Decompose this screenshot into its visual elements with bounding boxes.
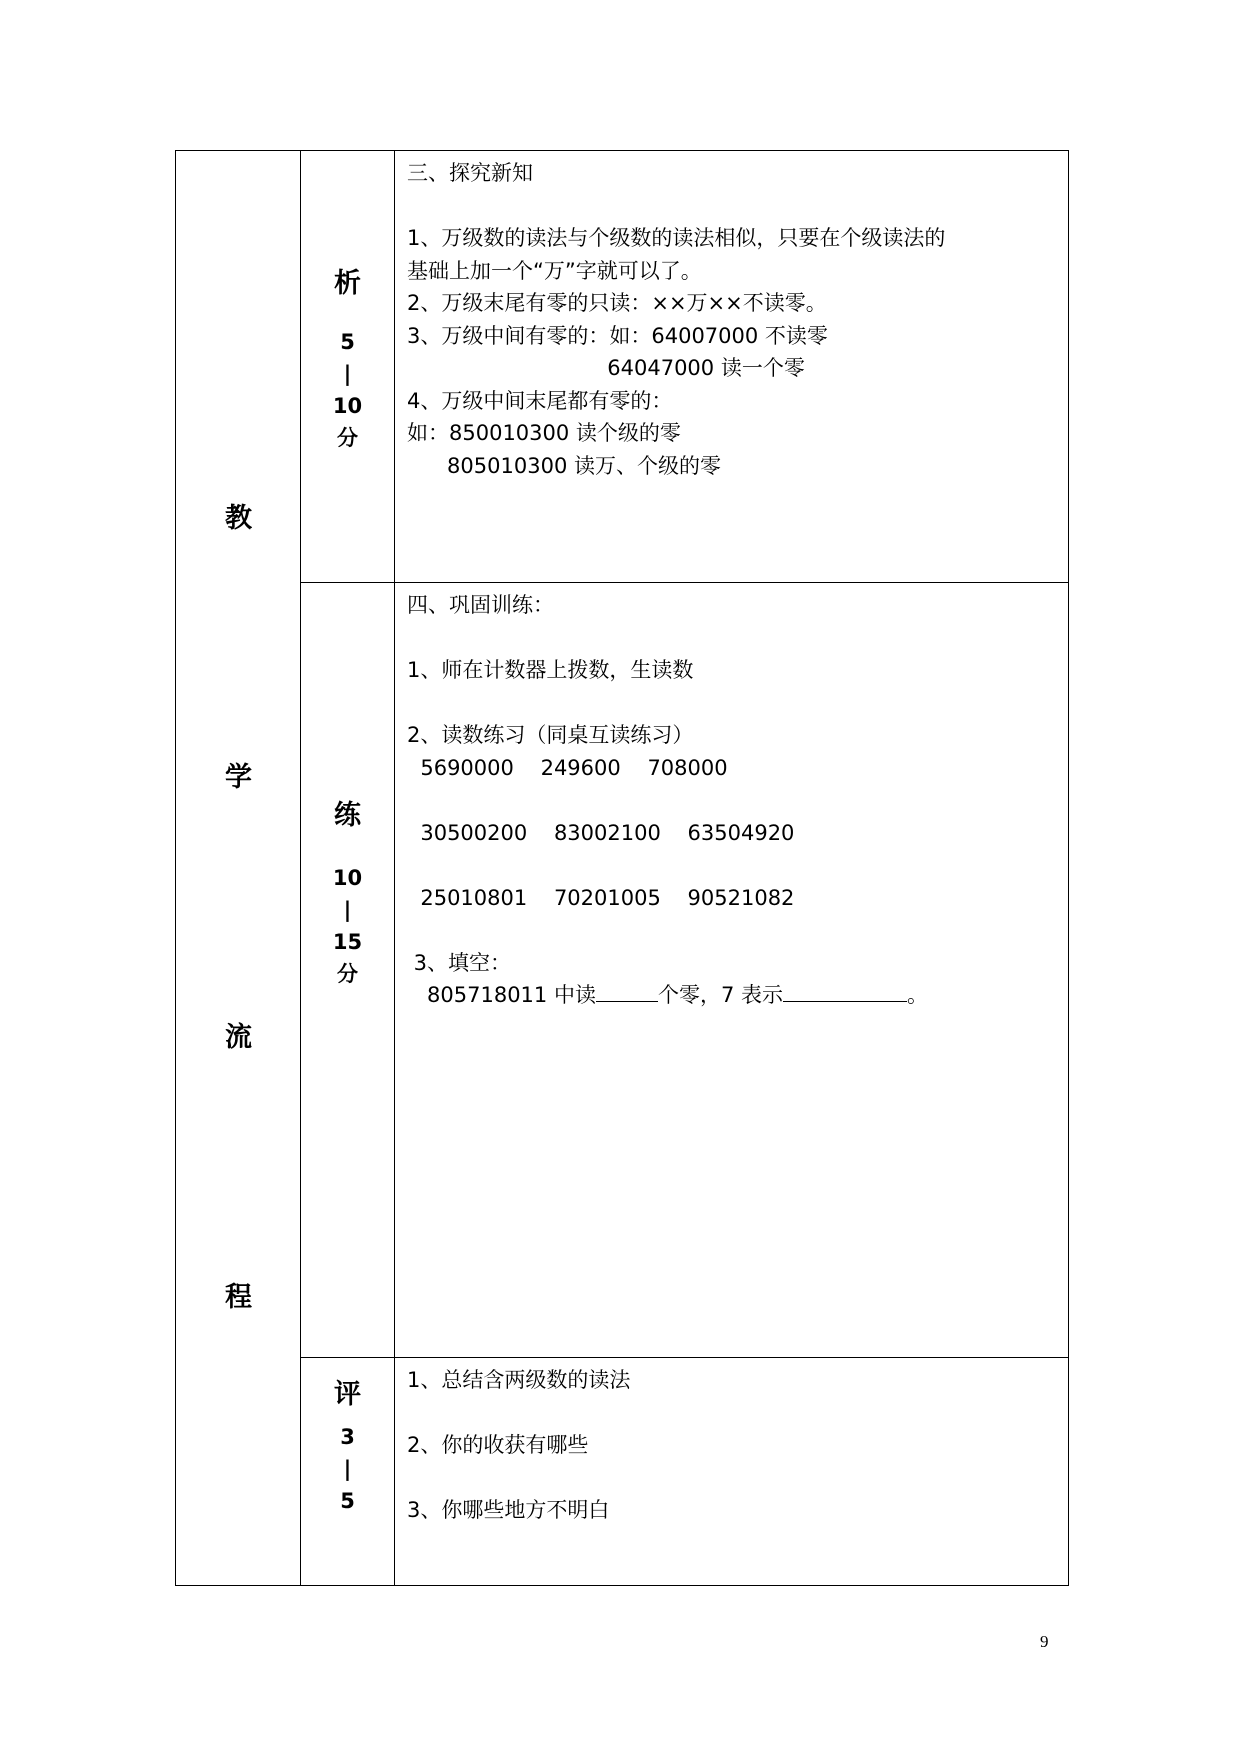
content-line: 1、万级数的读法与个级数的读法相似，只要在个级读法的 <box>407 226 946 250</box>
time-text: 10 <box>332 866 363 890</box>
content-line: 四、巩固训练： <box>407 593 554 617</box>
section-heading: 析 <box>334 268 361 299</box>
content-line: 4、万级中间末尾都有零的： <box>407 388 673 413</box>
section-review-content <box>395 1358 1069 1586</box>
content-line: 64047000 读一个零 <box>407 356 805 380</box>
time-text: 10 <box>332 394 363 418</box>
section-analysis-label <box>301 151 395 583</box>
content-line: 5690000 249600 708000 <box>407 755 728 780</box>
content-line: 2、万级末尾有零的只读：××万××不读零。 <box>407 291 827 315</box>
fill-suffix: 。 <box>907 983 928 1007</box>
content-line: 30500200 83002100 63504920 <box>407 820 795 845</box>
content-line: 2、读数练习（同桌互读练习） <box>407 723 694 747</box>
content-line <box>407 1397 1068 1430</box>
fill-blank-line <box>407 979 1068 1012</box>
content-line: 1、总结含两级数的读法 <box>407 1368 631 1392</box>
section-practice-content <box>395 583 1069 1358</box>
page-number: 9 <box>1040 1632 1049 1651</box>
content-line <box>407 622 1068 655</box>
content-line <box>407 687 1068 720</box>
teaching-flow-column <box>176 151 301 1586</box>
content-line: 如：850010300 读个级的零 <box>407 421 681 445</box>
time-text: 3 <box>340 1425 355 1449</box>
flow-char: 程 <box>225 1282 252 1313</box>
answer-blank[interactable] <box>596 979 658 1002</box>
section-analysis-content <box>395 151 1069 583</box>
content-line <box>407 784 1068 817</box>
content-line: 三、探究新知 <box>407 161 533 185</box>
content-line: 3、填空： <box>407 950 512 975</box>
time-text: 5 <box>340 1489 355 1513</box>
fill-middle: 个零，7 表示 <box>657 983 783 1007</box>
content-line <box>407 849 1068 882</box>
flow-char: 教 <box>225 503 252 534</box>
content-line <box>407 914 1068 947</box>
time-text: 15 <box>332 930 363 954</box>
flow-char: 流 <box>225 1022 252 1053</box>
content-line: 2、你的收获有哪些 <box>407 1433 589 1457</box>
section-practice-label <box>301 583 395 1358</box>
content-line <box>407 190 1068 223</box>
time-text: | <box>343 898 352 922</box>
time-text: | <box>343 1457 352 1481</box>
content-line: 基础上加一个“万”字就可以了。 <box>407 258 702 283</box>
section-heading: 评 <box>334 1379 361 1410</box>
lesson-plan-table <box>175 150 1069 1586</box>
time-text: 分 <box>337 962 358 986</box>
fill-prefix: 805718011 中读 <box>407 983 596 1007</box>
flow-char: 学 <box>225 762 252 793</box>
content-line: 3、你哪些地方不明白 <box>407 1498 610 1522</box>
content-line <box>407 1462 1068 1495</box>
time-text: 5 <box>340 330 355 354</box>
content-line: 25010801 70201005 90521082 <box>407 885 795 910</box>
answer-blank[interactable] <box>783 979 907 1002</box>
time-text: | <box>343 362 352 386</box>
content-line: 3、万级中间有零的：如：64007000 不读零 <box>407 323 828 348</box>
section-review-label <box>301 1358 395 1586</box>
section-heading: 练 <box>334 800 361 831</box>
content-line: 1、师在计数器上拨数，生读数 <box>407 658 694 682</box>
content-line: 805010300 读万、个级的零 <box>407 453 721 478</box>
time-text: 分 <box>337 426 358 450</box>
